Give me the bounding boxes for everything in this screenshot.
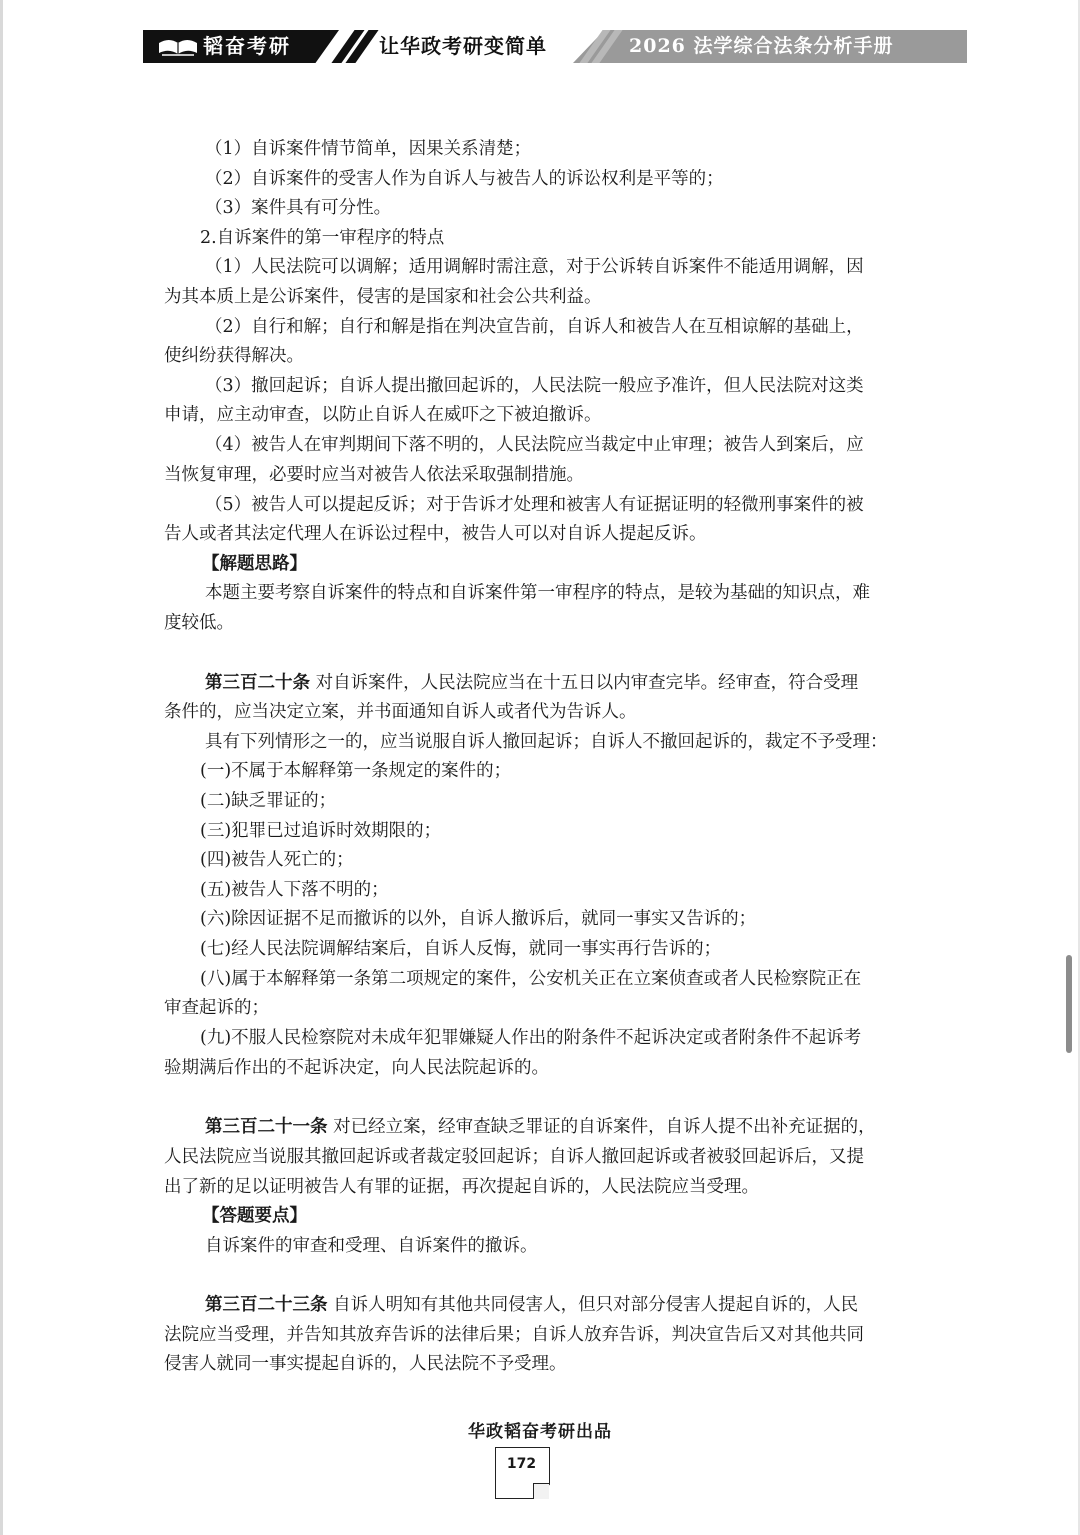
list-item: (六)除因证据不足而撤诉的以外，自诉人撤诉后，就同一事实又告诉的； [200, 909, 757, 929]
section-heading: 【答题要点】 [202, 1206, 307, 1226]
list-item: 审查起诉的； [164, 998, 269, 1018]
text-line: 为其本质上是公诉案件，侵害的是国家和社会公共利益。 [164, 287, 602, 307]
text-line: 具有下列情形之一的，应当说服自诉人撤回起诉；自诉人不撤回起诉的，裁定不予受理： [205, 732, 888, 752]
book-logo-icon [157, 37, 199, 57]
text-line: 告人或者其法定代理人在诉讼过程中，被告人可以对自诉人提起反诉。 [164, 524, 707, 544]
list-item: (八)属于本解释第一条第二项规定的案件，公安机关正在立案侦查或者人民检察院正在 [200, 969, 862, 989]
text-line: （3）案件具有可分性。 [205, 198, 392, 218]
text-line: 度较低。 [164, 613, 234, 633]
article-text: 自诉人明知有其他共同侵害人，但只对部分侵害人提起自诉的，人民 [333, 1295, 859, 1315]
text-line: 申请，应主动审查，以防止自诉人在威吓之下被迫撤诉。 [164, 405, 602, 425]
list-item: (一)不属于本解释第一条规定的案件的； [200, 761, 512, 781]
list-item: (五)被告人下落不明的； [200, 880, 389, 900]
list-item: (四)被告人死亡的； [200, 850, 354, 870]
text-line: 出了新的足以证明被告人有罪的证据，再次提起自诉的，人民法院应当受理。 [164, 1177, 759, 1197]
text-line: （3）撤回起诉；自诉人提出撤回起诉的，人民法院一般应予准许，但人民法院对这类 [205, 376, 864, 396]
list-item: (三)犯罪已过追诉时效期限的； [200, 821, 442, 841]
text-line: （1）自诉案件情节简单，因果关系清楚； [205, 139, 532, 159]
article-320 [205, 672, 858, 694]
article-323 [205, 1294, 858, 1316]
article-321 [205, 1116, 876, 1138]
text-line: 条件的，应当决定立案，并书面通知自诉人或者代为告诉人。 [164, 702, 637, 722]
article-title: 第三百二十条 [205, 673, 310, 693]
text-line: 本题主要考察自诉案件的特点和自诉案件第一审程序的特点，是较为基础的知识点，难 [205, 583, 870, 603]
page-edge [0, 0, 3, 1535]
list-item: 验期满后作出的不起诉决定，向人民法院起诉的。 [164, 1058, 549, 1078]
section-heading: 【解题思路】 [202, 554, 307, 574]
text-line: （1）人民法院可以调解；适用调解时需注意，对于公诉转自诉案件不能适用调解，因 [205, 257, 864, 277]
scrollbar-thumb[interactable] [1066, 955, 1072, 1053]
header-banner [143, 30, 967, 63]
article-title: 第三百二十三条 [205, 1295, 328, 1315]
text-line: 人民法院应当说服其撤回起诉或者裁定驳回起诉；自诉人撤回起诉或者被驳回起诉后，又提 [164, 1147, 864, 1167]
article-text: 对自诉案件，人民法院应当在十五日以内审查完毕。经审查，符合受理 [315, 673, 859, 693]
text-line: （5）被告人可以提起反诉；对于告诉才处理和被害人有证据证明的轻微刑事案件的被 [205, 495, 864, 515]
text-line: 使纠纷获得解决。 [164, 346, 304, 366]
text-line: （2）自诉案件的受害人作为自诉人与被告人的诉讼权利是平等的； [205, 169, 724, 189]
article-title: 第三百二十一条 [205, 1117, 328, 1137]
list-item: (七)经人民法院调解结案后，自诉人反悔，就同一事实再行告诉的； [200, 939, 722, 959]
footer-publisher: 华政韬奋考研出品 [468, 1422, 612, 1442]
page-number: 172 [506, 1456, 537, 1472]
text-line: 自诉案件的审查和受理、自诉案件的撤诉。 [205, 1236, 538, 1256]
text-line: （2）自行和解；自行和解是指在判决宣告前，自诉人和被告人在互相谅解的基础上， [205, 317, 864, 337]
header-slogan: 让华政考研变简单 [379, 34, 547, 58]
section-heading: 2.自诉案件的第一审程序的特点 [200, 228, 445, 248]
text-line: （4）被告人在审判期间下落不明的，人民法院应当裁定中止审理；被告人到案后，应 [205, 435, 864, 455]
list-item: (九)不服人民检察院对未成年犯罪嫌疑人作出的附条件不起诉决定或者附条件不起诉考 [200, 1028, 862, 1048]
header-book-title: 2026 法学综合法条分析手册 [629, 35, 894, 57]
text-line: 法院应当受理，并告知其放弃告诉的法律后果；自诉人放弃告诉，判决宣告后又对其他共同 [164, 1325, 864, 1345]
text-line: 当恢复审理，必要时应当对被告人依法采取强制措施。 [164, 465, 584, 485]
text-line: 侵害人就同一事实提起自诉的，人民法院不予受理。 [164, 1354, 567, 1374]
list-item: (二)缺乏罪证的； [200, 791, 337, 811]
header-brand: 韬奋考研 [203, 34, 291, 58]
page-fold-icon [533, 1483, 549, 1499]
article-text: 对已经立案，经审查缺乏罪证的自诉案件，自诉人提不出补充证据的， [333, 1117, 876, 1137]
